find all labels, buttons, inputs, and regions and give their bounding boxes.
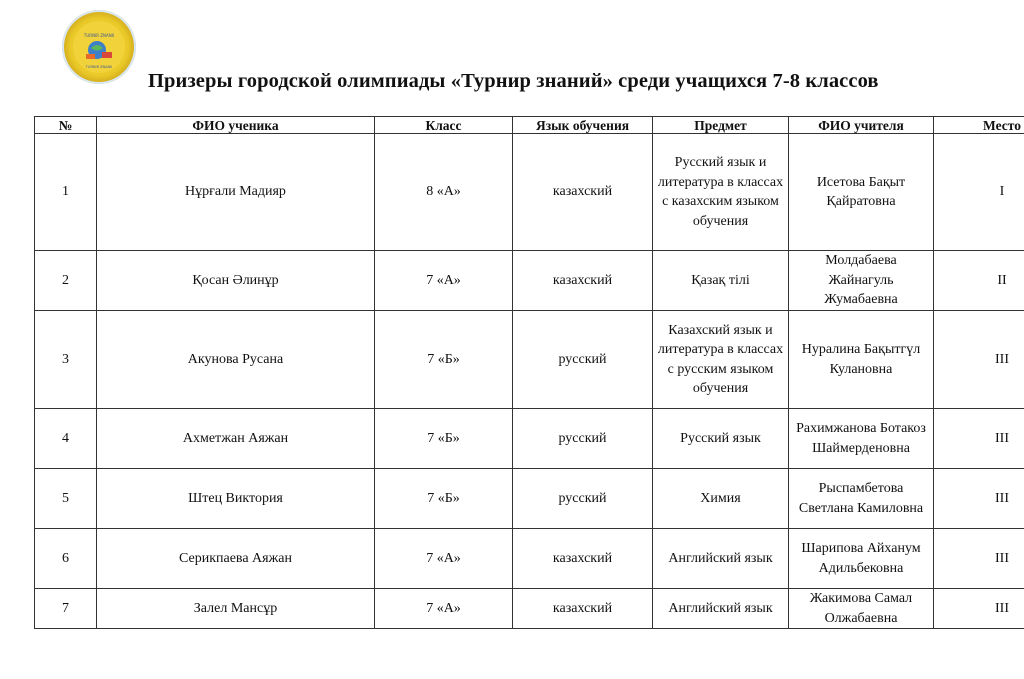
cell-place: II [934, 251, 1024, 311]
cell-subject: Русский язык [653, 409, 789, 469]
cell-language: русский [513, 311, 653, 409]
cell-teacher: Исетова Бақыт Қайратовна [789, 134, 934, 251]
svg-text:TURNIR ZNANII: TURNIR ZNANII [85, 65, 113, 69]
cell-subject: Английский язык [653, 589, 789, 629]
cell-language: русский [513, 409, 653, 469]
table-row [35, 529, 1024, 589]
cell-number: 7 [35, 589, 97, 629]
cell-place: III [934, 469, 1024, 529]
cell-subject: Русский язык и литература в классах с казахским языком обучения [653, 134, 789, 251]
cell-number: 2 [35, 251, 97, 311]
table-row [35, 251, 1024, 311]
cell-teacher: Жакимова Самал Олжабаевна [789, 589, 934, 629]
page-title: Призеры городской олимпиады «Турнир знаний» среди учащихся 7-8 классов [148, 70, 879, 92]
cell-number: 4 [35, 409, 97, 469]
cell-class: 7 «Б» [375, 409, 513, 469]
cell-teacher: Молдабаева Жайнагуль Жумабаевна [789, 251, 934, 311]
svg-text:TURNIR ZNANII: TURNIR ZNANII [83, 33, 115, 38]
header-teacher: ФИО учителя [789, 117, 934, 134]
cell-teacher: Рыспамбетова Светлана Камиловна [789, 469, 934, 529]
cell-student-name: Ахметжан Аяжан [97, 409, 375, 469]
cell-number: 3 [35, 311, 97, 409]
cell-language: казахский [513, 589, 653, 629]
cell-language: казахский [513, 251, 653, 311]
table-row [35, 409, 1024, 469]
cell-number: 5 [35, 469, 97, 529]
cell-teacher: Нуралина Бақытгүл Кулановна [789, 311, 934, 409]
cell-subject: Английский язык [653, 529, 789, 589]
header-student-name: ФИО ученика [97, 117, 375, 134]
cell-student-name: Залел Мансұр [97, 589, 375, 629]
cell-student-name: Штец Виктория [97, 469, 375, 529]
cell-student-name: Серикпаева Аяжан [97, 529, 375, 589]
cell-number: 1 [35, 134, 97, 251]
cell-student-name: Қосан Әлинұр [97, 251, 375, 311]
header-subject: Предмет [653, 117, 789, 134]
header-place: Место [934, 117, 1024, 134]
table-row [35, 469, 1024, 529]
cell-student-name: Акунова Русана [97, 311, 375, 409]
results-table [34, 116, 1024, 629]
cell-class: 7 «А» [375, 589, 513, 629]
cell-student-name: Нұрғали Мадияр [97, 134, 375, 251]
header-class: Класс [375, 117, 513, 134]
cell-class: 8 «А» [375, 134, 513, 251]
table-row [35, 134, 1024, 251]
cell-class: 7 «Б» [375, 311, 513, 409]
cell-place: III [934, 311, 1024, 409]
table-header-row [35, 117, 1024, 134]
cell-teacher: Рахимжанова Ботакоз Шаймерденовна [789, 409, 934, 469]
header-language: Язык обучения [513, 117, 653, 134]
cell-class: 7 «А» [375, 251, 513, 311]
cell-class: 7 «А» [375, 529, 513, 589]
cell-subject: Химия [653, 469, 789, 529]
olympiad-logo-icon [62, 10, 136, 84]
cell-place: III [934, 409, 1024, 469]
cell-language: казахский [513, 134, 653, 251]
cell-number: 6 [35, 529, 97, 589]
cell-subject: Қазақ тілі [653, 251, 789, 311]
header-number: № [35, 117, 97, 134]
table-row [35, 589, 1024, 629]
cell-place: III [934, 529, 1024, 589]
cell-teacher: Шарипова Айханум Адильбековна [789, 529, 934, 589]
cell-language: русский [513, 469, 653, 529]
table-row [35, 311, 1024, 409]
cell-place: III [934, 589, 1024, 629]
cell-place: I [934, 134, 1024, 251]
cell-language: казахский [513, 529, 653, 589]
cell-class: 7 «Б» [375, 469, 513, 529]
cell-subject: Казахский язык и литература в классах с русским языком обучения [653, 311, 789, 409]
